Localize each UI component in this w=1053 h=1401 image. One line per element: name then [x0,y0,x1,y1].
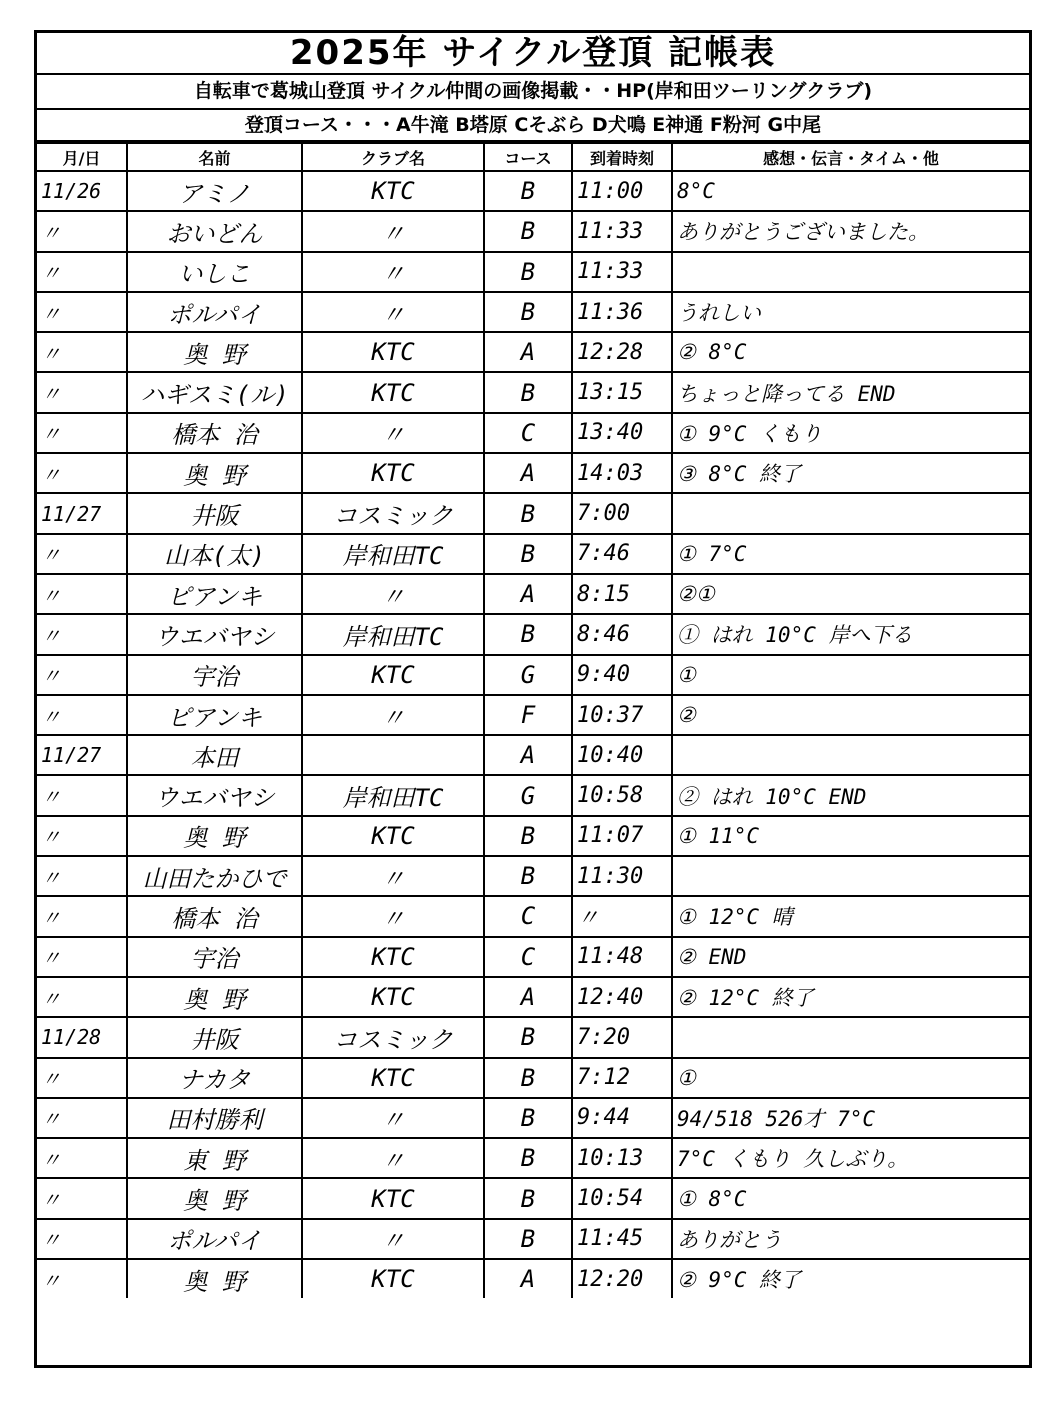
cell-course: A [484,453,572,493]
cell-club: KTC [302,977,484,1017]
cell-course: B [484,534,572,574]
cell-club: 〃 [302,1219,484,1259]
cell-memo [672,252,1029,292]
cell-course: B [484,292,572,332]
cell-course: B [484,211,572,251]
cell-name: ピアンキ [127,574,302,614]
cell-name: 奥 野 [127,816,302,856]
table-row [37,292,1029,332]
cell-time: 10:37 [572,695,672,735]
header-name: 名前 [127,143,302,171]
sheet-subtitle: 自転車で葛城山登頂 サイクル仲間の画像掲載・・HP(岸和田ツーリングクラブ) [37,75,1029,110]
table-row [37,937,1029,977]
cell-club: KTC [302,332,484,372]
cell-course: B [484,1098,572,1138]
cell-time: 10:40 [572,735,672,775]
cell-memo: 8°C [672,171,1029,211]
cell-memo [672,1017,1029,1057]
cell-memo: ② はれ 10°C END [672,775,1029,815]
cell-club: 〃 [302,856,484,896]
cell-date: 〃 [37,856,127,896]
cell-time: 7:12 [572,1058,672,1098]
cell-name: ウエバヤシ [127,775,302,815]
table-row [37,332,1029,372]
table-row [37,896,1029,936]
cell-time: 11:00 [572,171,672,211]
cell-memo [672,735,1029,775]
table-row [37,1017,1029,1057]
cell-course: A [484,574,572,614]
cell-time: 8:46 [572,614,672,654]
cell-name: 奥 野 [127,977,302,1017]
cell-memo: ③ 8°C 終了 [672,453,1029,493]
cell-date: 〃 [37,413,127,453]
cell-date: 〃 [37,816,127,856]
cell-date: 11/26 [37,171,127,211]
cell-time: 11:36 [572,292,672,332]
cell-club: 〃 [302,292,484,332]
cell-club: KTC [302,937,484,977]
table-row [37,614,1029,654]
cell-club: KTC [302,816,484,856]
cell-name: ナカタ [127,1058,302,1098]
cell-time: 7:00 [572,493,672,533]
cell-course: B [484,816,572,856]
cell-course: F [484,695,572,735]
cell-date: 〃 [37,655,127,695]
cell-time: 9:40 [572,655,672,695]
cell-name: 田村勝利 [127,1098,302,1138]
cell-memo [672,856,1029,896]
cell-club [302,735,484,775]
cell-name: 橋本 治 [127,413,302,453]
cell-course: A [484,332,572,372]
table-row [37,211,1029,251]
cell-date: 〃 [37,896,127,936]
cell-course: B [484,171,572,211]
cell-memo: うれしい [672,292,1029,332]
cell-club: KTC [302,372,484,412]
cell-course: B [484,1178,572,1218]
cell-time: 11:33 [572,252,672,292]
cell-club: 〃 [302,252,484,292]
cell-time: 13:15 [572,372,672,412]
cell-memo: ② END [672,937,1029,977]
cell-time: 10:54 [572,1178,672,1218]
cell-name: 山本(太) [127,534,302,574]
cell-date: 〃 [37,1259,127,1298]
cell-name: ハギスミ(ル) [127,372,302,412]
cell-course: B [484,1058,572,1098]
course-legend: 登頂コース・・・A牛滝 B塔原 Cそぶら D犬鳴 E神通 F粉河 G中尾 [37,110,1029,142]
table-row [37,977,1029,1017]
table-row [37,453,1029,493]
cell-club: コスミック [302,1017,484,1057]
header-club: クラブ名 [302,143,484,171]
cell-club: KTC [302,1058,484,1098]
table-row [37,493,1029,533]
table-row [37,574,1029,614]
cell-course: B [484,1017,572,1057]
cell-date: 11/28 [37,1017,127,1057]
cell-date: 〃 [37,775,127,815]
cell-time: 11:45 [572,1219,672,1259]
cell-date: 〃 [37,937,127,977]
cell-memo: ① 12°C 晴 [672,896,1029,936]
cell-date: 〃 [37,332,127,372]
cell-date: 11/27 [37,493,127,533]
cell-name: ポルパイ [127,292,302,332]
cell-club: KTC [302,1259,484,1298]
log-sheet [34,30,1032,1368]
cell-club: KTC [302,1178,484,1218]
cell-date: 〃 [37,574,127,614]
log-table [37,142,1029,1298]
table-row [37,372,1029,412]
cell-club: 〃 [302,695,484,735]
cell-date: 〃 [37,252,127,292]
cell-memo [672,493,1029,533]
sheet-title: 2025年 サイクル登頂 記帳表 [37,33,1029,75]
table-row [37,1138,1029,1178]
cell-name: 橋本 治 [127,896,302,936]
cell-course: B [484,252,572,292]
cell-time: 7:46 [572,534,672,574]
table-row [37,413,1029,453]
table-row [37,1178,1029,1218]
cell-name: 奥 野 [127,1178,302,1218]
table-row [37,171,1029,211]
cell-time: 9:44 [572,1098,672,1138]
cell-name: 東 野 [127,1138,302,1178]
cell-date: 〃 [37,211,127,251]
cell-name: アミノ [127,171,302,211]
cell-club: 〃 [302,413,484,453]
cell-name: ピアンキ [127,695,302,735]
table-row [37,735,1029,775]
cell-time: 13:40 [572,413,672,453]
cell-name: 宇治 [127,655,302,695]
cell-course: G [484,775,572,815]
table-row [37,816,1029,856]
cell-time: 7:20 [572,1017,672,1057]
cell-date: 〃 [37,372,127,412]
cell-memo: ありがとうございました。 [672,211,1029,251]
cell-memo: ② [672,695,1029,735]
cell-date: 〃 [37,977,127,1017]
table-row [37,534,1029,574]
cell-date: 〃 [37,292,127,332]
cell-course: B [484,856,572,896]
cell-course: A [484,1259,572,1298]
cell-date: 〃 [37,1138,127,1178]
cell-time: 14:03 [572,453,672,493]
cell-time: 11:07 [572,816,672,856]
cell-course: B [484,1219,572,1259]
table-row [37,1259,1029,1298]
cell-club: コスミック [302,493,484,533]
cell-club: 〃 [302,896,484,936]
header-date: 月/日 [37,143,127,171]
cell-club: 岸和田TC [302,614,484,654]
cell-memo: ② 12°C 終了 [672,977,1029,1017]
cell-club: 岸和田TC [302,775,484,815]
cell-club: 〃 [302,1138,484,1178]
cell-time: 10:58 [572,775,672,815]
cell-course: B [484,372,572,412]
cell-club: KTC [302,453,484,493]
cell-memo: ① 7°C [672,534,1029,574]
cell-memo: ① [672,655,1029,695]
table-row [37,1098,1029,1138]
cell-time: 11:33 [572,211,672,251]
cell-name: 山田たかひで [127,856,302,896]
cell-date: 〃 [37,534,127,574]
cell-name: おいどん [127,211,302,251]
cell-name: いしこ [127,252,302,292]
cell-time: 10:13 [572,1138,672,1178]
cell-memo: ① 9°C くもり [672,413,1029,453]
cell-date: 〃 [37,695,127,735]
cell-date: 〃 [37,1098,127,1138]
cell-course: C [484,896,572,936]
cell-date: 〃 [37,453,127,493]
header-row [37,143,1029,171]
cell-date: 11/27 [37,735,127,775]
cell-date: 〃 [37,614,127,654]
cell-course: G [484,655,572,695]
cell-memo: ① [672,1058,1029,1098]
cell-course: C [484,937,572,977]
cell-time: 11:48 [572,937,672,977]
table-row [37,695,1029,735]
cell-course: A [484,735,572,775]
table-row [37,655,1029,695]
cell-memo: ① 11°C [672,816,1029,856]
cell-memo: 94/518 526才 7°C [672,1098,1029,1138]
cell-memo: ありがとう [672,1219,1029,1259]
header-arrival-time: 到着時刻 [572,143,672,171]
header-course: コース [484,143,572,171]
cell-time: 12:20 [572,1259,672,1298]
cell-course: B [484,493,572,533]
cell-memo: ① 8°C [672,1178,1029,1218]
cell-club: 〃 [302,574,484,614]
cell-time: 〃 [572,896,672,936]
table-row [37,1058,1029,1098]
cell-club: 〃 [302,1098,484,1138]
cell-memo: ②① [672,574,1029,614]
table-row [37,252,1029,292]
cell-club: 岸和田TC [302,534,484,574]
cell-name: 本田 [127,735,302,775]
cell-date: 〃 [37,1219,127,1259]
cell-memo: ② 8°C [672,332,1029,372]
cell-club: KTC [302,655,484,695]
cell-course: B [484,1138,572,1178]
cell-name: 宇治 [127,937,302,977]
cell-course: B [484,614,572,654]
cell-time: 12:40 [572,977,672,1017]
table-row [37,1219,1029,1259]
cell-club: KTC [302,171,484,211]
cell-course: A [484,977,572,1017]
cell-time: 8:15 [572,574,672,614]
cell-name: ポルパイ [127,1219,302,1259]
cell-name: 奥 野 [127,332,302,372]
cell-name: ウエバヤシ [127,614,302,654]
cell-name: 奥 野 [127,1259,302,1298]
cell-memo: ① はれ 10°C 岸へ下る [672,614,1029,654]
cell-time: 11:30 [572,856,672,896]
cell-name: 井阪 [127,1017,302,1057]
cell-club: 〃 [302,211,484,251]
cell-date: 〃 [37,1178,127,1218]
header-comments: 感想・伝言・タイム・他 [672,143,1029,171]
cell-date: 〃 [37,1058,127,1098]
table-row [37,856,1029,896]
cell-course: C [484,413,572,453]
cell-memo: ちょっと降ってる END [672,372,1029,412]
table-row [37,775,1029,815]
cell-memo: 7°C くもり 久しぶり。 [672,1138,1029,1178]
cell-name: 井阪 [127,493,302,533]
cell-time: 12:28 [572,332,672,372]
cell-memo: ② 9°C 終了 [672,1259,1029,1298]
cell-name: 奥 野 [127,453,302,493]
